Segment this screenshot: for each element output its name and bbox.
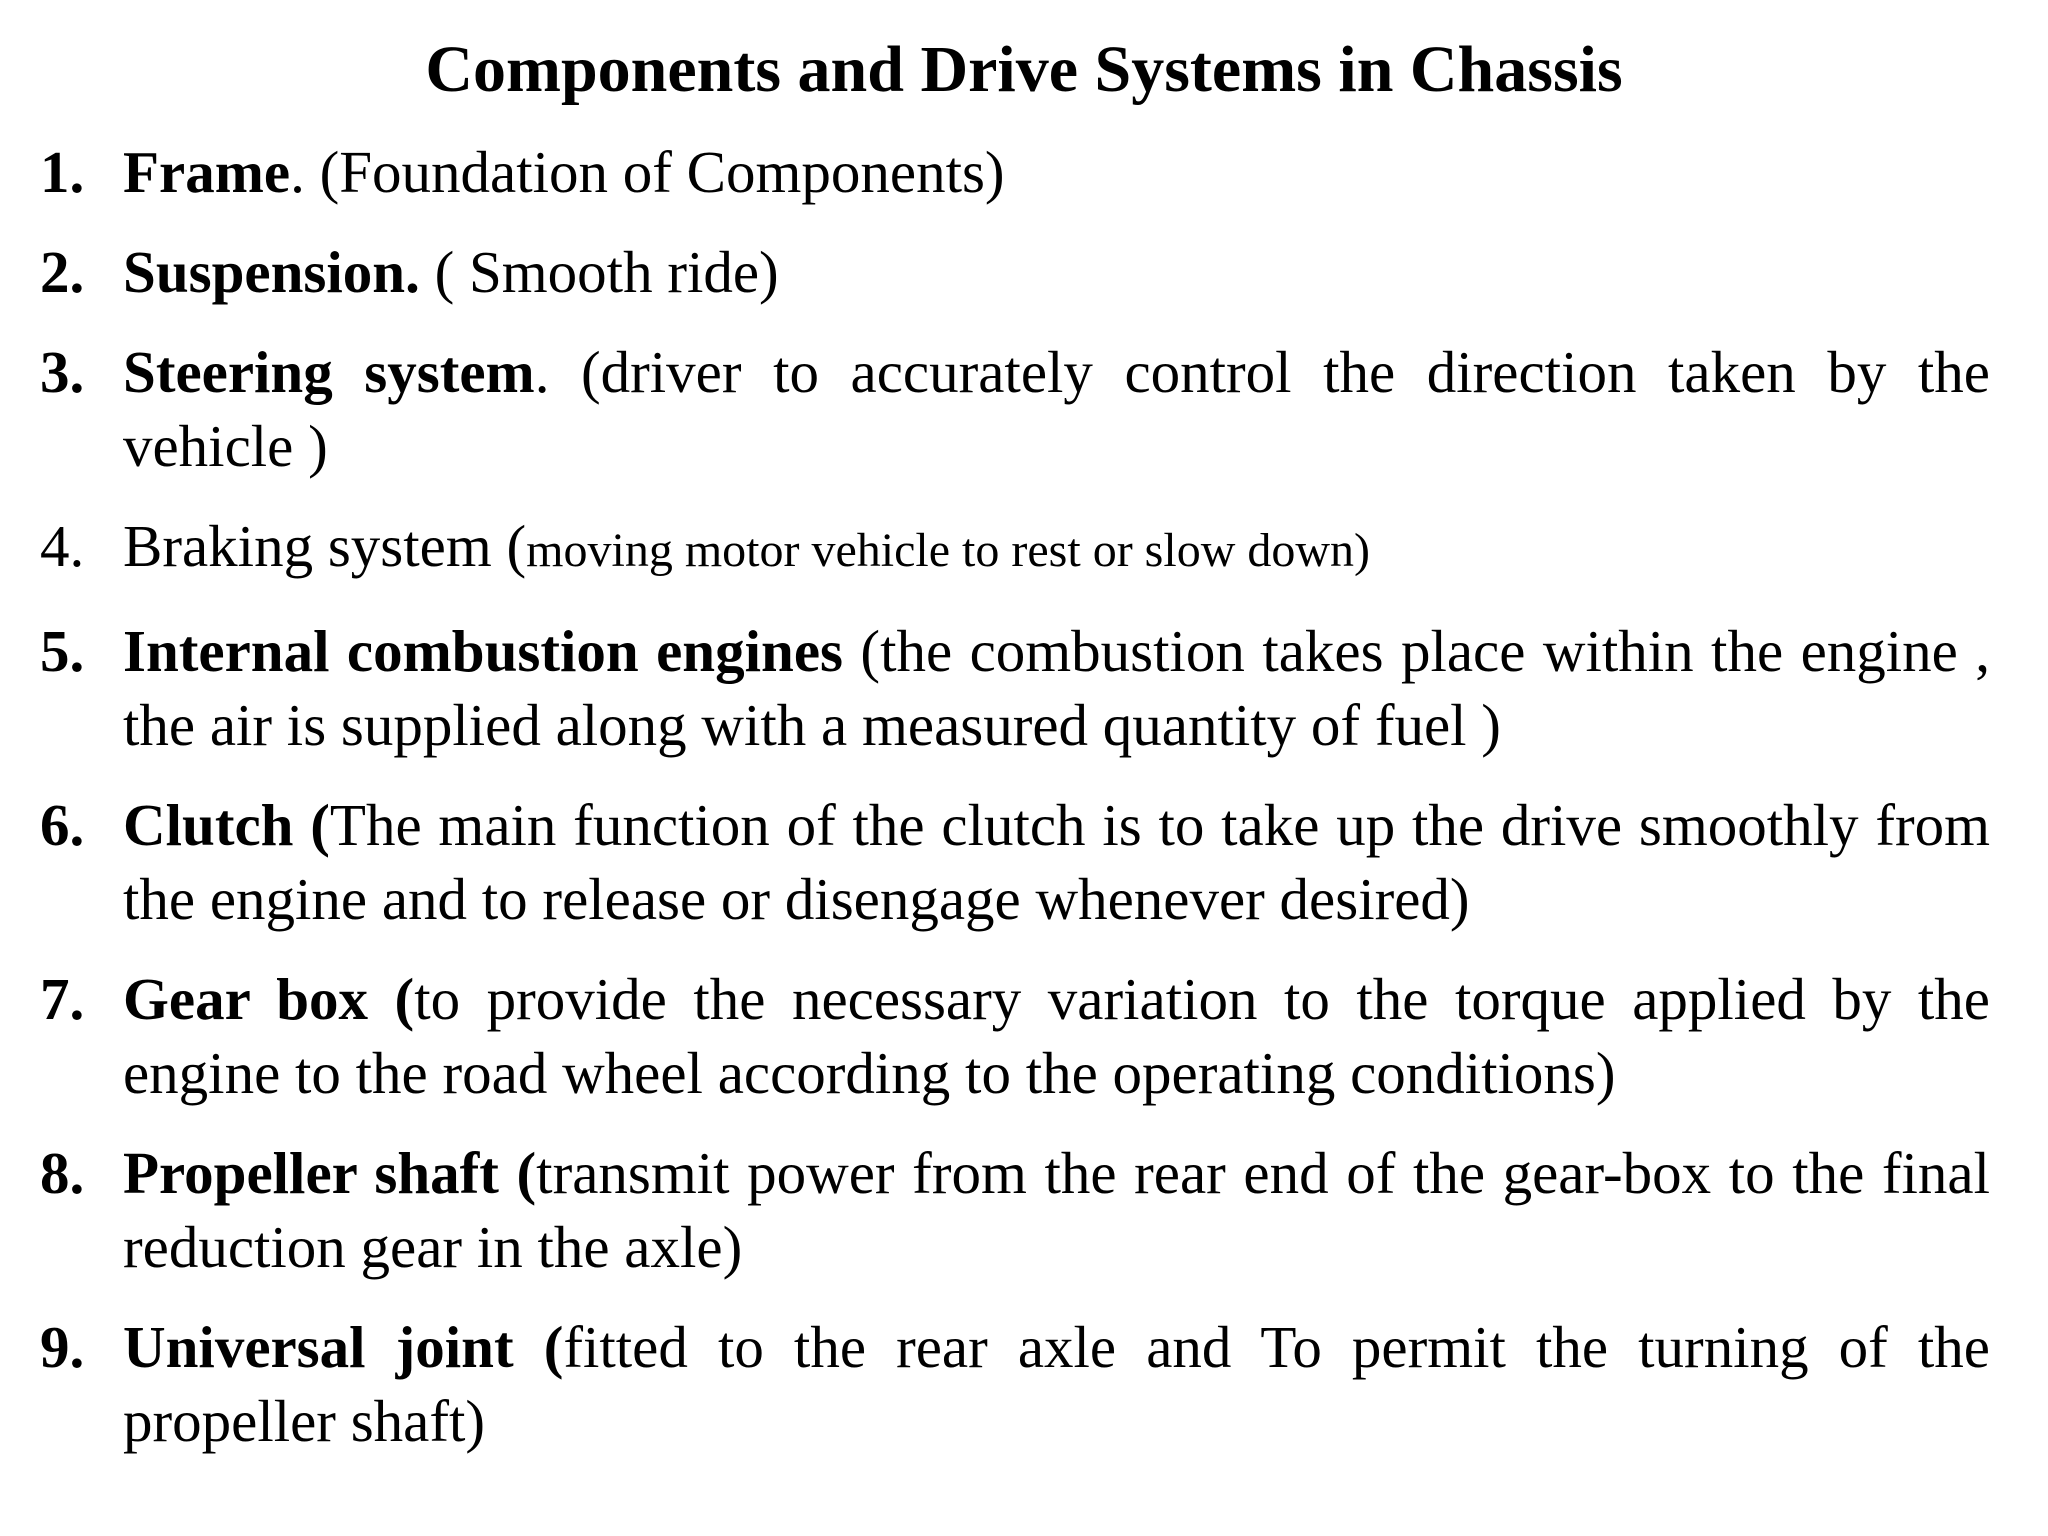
item-description: transmit power from the rear end of the gear-box to the final reduction gear in the axle): [123, 1140, 1991, 1280]
list-item-universal-joint: [40, 1310, 1990, 1458]
item-term: Suspension.: [123, 239, 420, 305]
item-term: Braking system: [123, 513, 492, 579]
item-description: (Foundation of Components): [319, 139, 1005, 205]
item-separator: .: [290, 139, 320, 205]
list-item-steering-system: [40, 335, 1990, 483]
item-text: [123, 1310, 1990, 1458]
item-term: Propeller shaft (: [123, 1140, 537, 1206]
item-term: Universal joint (: [123, 1314, 564, 1380]
item-term: Gear box (: [123, 966, 415, 1032]
item-separator: (: [491, 513, 527, 579]
item-number: 5.: [40, 618, 85, 684]
item-description: moving motor vehicle to rest or slow down): [526, 524, 1371, 577]
item-separator: [843, 618, 860, 684]
item-number: 9.: [40, 1314, 85, 1380]
item-number: 3.: [40, 339, 85, 405]
item-text: [123, 788, 1990, 936]
item-number: 7.: [40, 966, 85, 1032]
item-description: ( Smooth ride): [434, 239, 779, 305]
component-list: [40, 135, 1990, 1484]
item-description: to provide the necessary variation to the torque applied by the engine to the road wheel according to the operating conditions): [123, 966, 1990, 1106]
list-item-suspension: [40, 235, 1990, 309]
item-description: (the combustion takes place within the engine , the air is supplied along with a measured quantity of fuel ): [123, 618, 1991, 758]
list-item-propeller-shaft: [40, 1136, 1990, 1284]
item-number: 6.: [40, 792, 85, 858]
list-item-frame: [40, 135, 1990, 209]
slide-title: Components and Drive Systems in Chassis: [425, 33, 1623, 106]
list-item-internal-combustion-engines: [40, 614, 1990, 762]
item-number: 8.: [40, 1140, 85, 1206]
item-separator: [420, 239, 435, 305]
item-term: Frame: [123, 139, 291, 205]
item-text: [123, 614, 1990, 762]
item-text: [123, 135, 1990, 209]
item-text: [123, 962, 1990, 1110]
item-text: [123, 1136, 1990, 1284]
item-text: [123, 509, 1990, 588]
list-item-braking-system: [40, 509, 1990, 588]
item-description: fitted to the rear axle and To permit the turning of the propeller shaft): [123, 1314, 1990, 1454]
item-term: Clutch (: [123, 792, 330, 858]
item-separator: .: [534, 339, 581, 405]
list-item-clutch: [40, 788, 1990, 936]
item-text: [123, 235, 1990, 309]
item-number: 1.: [40, 139, 85, 205]
item-term: Steering system: [123, 339, 535, 405]
item-text: [123, 335, 1990, 483]
list-item-gear-box: [40, 962, 1990, 1110]
item-number: 4.: [40, 513, 85, 579]
item-description: The main function of the clutch is to take up the drive smoothly from the engine and to release or disengage whenever desired): [123, 792, 1991, 932]
item-number: 2.: [40, 239, 85, 305]
item-description: (driver to accurately control the direction taken by the vehicle ): [123, 339, 1990, 479]
item-term: Internal combustion engines: [123, 618, 843, 684]
